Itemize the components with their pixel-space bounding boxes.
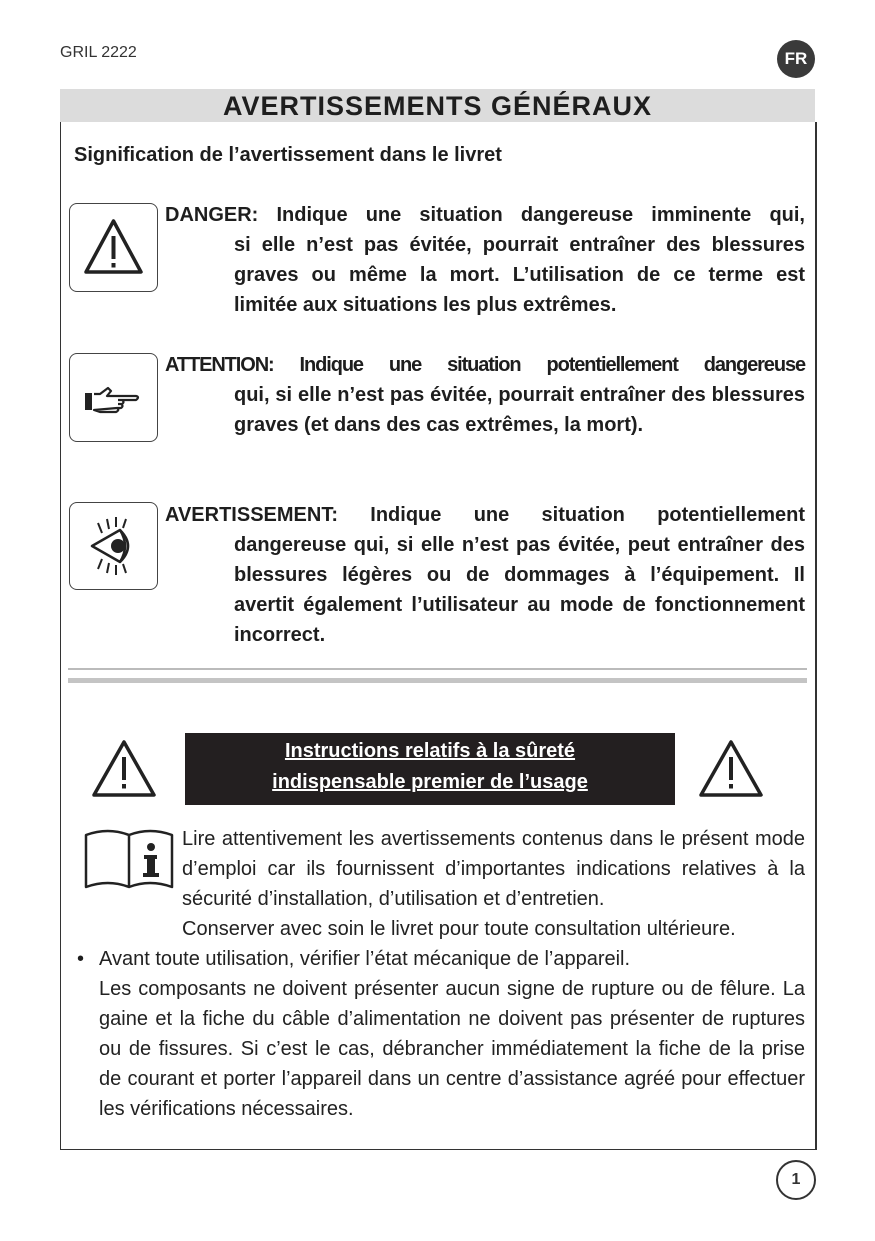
attention-text: qui, si elle n’est pas évitée, pourrait entraîner des blessures graves (et dans des cas extrêmes, la mort).: [234, 384, 805, 436]
avertissement-text: dangereuse qui, si elle n’est pas évitée, peut entraîner des blessures légères ou de dommages à l’équipement. Il avertit également l’utilisateur au mode de fonctionnement incorrect.: [234, 534, 805, 646]
safety-instructions-banner: [185, 733, 675, 805]
right-warning-triangle-icon: [697, 738, 765, 800]
avertissement-icon-box: [69, 502, 158, 590]
model-name: GRIL 2222: [60, 44, 137, 61]
left-warning-triangle-icon: [90, 738, 158, 800]
page-number: 1: [776, 1160, 816, 1200]
attention-first-line: ATTENTION: Indique une situation potentiellement dangereuse: [165, 354, 805, 376]
inspection-bullet: [99, 944, 805, 1124]
page-title: AVERTISSEMENTS GÉNÉRAUX: [60, 89, 815, 122]
attention-icon-box: [69, 353, 158, 442]
pointing-hand-icon: [70, 354, 157, 441]
divider-thick: [68, 678, 807, 683]
danger-warning: [165, 200, 805, 320]
avertissement-first-line: AVERTISSEMENT: Indique une situation potentiellement: [165, 504, 805, 526]
read-manual-paragraph: Lire attentivement les avertissements contenus dans le présent mode d’emploi car ils fournissent d’importantes indications relatives à la sécurité d’installation, d’utilisation et d’entretien.: [182, 828, 805, 910]
safety-banner-line-1: Instructions relatifs à la sûreté: [284, 740, 576, 762]
attention-warning: [165, 350, 805, 440]
eye-icon: [70, 503, 157, 589]
bullet-symbol: •: [77, 948, 85, 970]
danger-first-line: DANGER: Indique une situation dangereuse imminente qui,: [165, 204, 805, 226]
keep-manual-line: Conserver avec soin le livret pour toute consultation ultérieure.: [182, 918, 736, 940]
danger-text: si elle n’est pas évitée, pourrait entraîner des blessures graves ou même la mort. L’utilisation de ce terme est limitée aux situations les plus extrêmes.: [234, 234, 805, 316]
danger-icon-box: [69, 203, 158, 292]
safety-banner-line-2: indispensable premier de l’usage: [272, 771, 588, 793]
language-badge: FR: [777, 40, 815, 78]
divider-thin: [68, 668, 807, 670]
avertissement-warning: [165, 500, 805, 650]
manual-info-icon: [83, 827, 175, 891]
inspection-bullet-body: Les composants ne doivent présenter aucun signe de rupture ou de fêlure. La gaine et la fiche du câble d’alimentation ne doivent pas présenter de ruptures ou de fissures. Si c’est le cas, débrancher immédiatement la fiche de la prise de courant et porter l’appareil dans un centre d’assistance agréé pour effectuer les vérifications nécessaires.: [99, 978, 805, 1120]
danger-triangle-icon: [70, 204, 157, 291]
inspection-bullet-line1: Avant toute utilisation, vérifier l’état mécanique de l’appareil.: [99, 948, 631, 970]
section-subheading: Signification de l’avertissement dans le livret: [74, 144, 502, 166]
read-manual-text: [182, 824, 805, 944]
